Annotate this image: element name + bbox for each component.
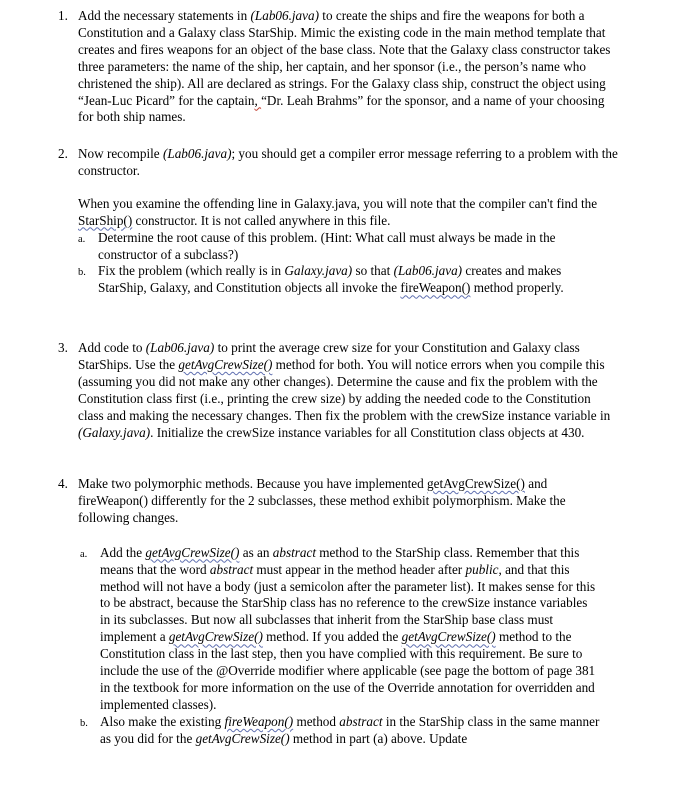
item-number: 4. <box>58 476 68 491</box>
text-run: getAvgCrewSize() <box>178 356 273 372</box>
text-run: and fireWeapon() differently for the 2 subclasses, these method exhibit polymorphism. Make the following changes. <box>78 476 566 525</box>
text-run: “Dr. Leah Brahms” for the sponsor, and a name of your choosing for both ship names. <box>78 92 605 125</box>
sub-item-b <box>80 713 600 748</box>
text-run: Make two polymorphic methods. Because you have implemented <box>78 476 428 491</box>
text-run: method for both. You will notice errors when you compile this (assuming you did not make any other changes). Determine the cause and fix the problem with the Constitution class first (i.e., printing the crew size) by adding the needed code to the Constitution class and making the necessary changes. Then fix the problem with the crewSize instance variable in <box>78 356 611 423</box>
text-run: Add the necessary statements in <box>78 8 251 23</box>
text-run: (Lab06.java) <box>162 146 232 161</box>
text-run: must appear in the method header after <box>253 561 466 577</box>
text-run: to create the ships and fire the weapons for both a Constitution and a Galaxy class StarShip. Mimic the existing code in the main method template that creates and fires weapons for an object of the base class. Note that the Galaxy class constructor takes three parameters: the name of the ship, her captain, and her sponsor (i.e., the person’s name who christened the ship). All are declared as strings. For the Galaxy class ship, construct the object using “Jean-Luc Picard” for the captain <box>78 8 611 108</box>
item-number: 1. <box>58 8 68 23</box>
text-run: constructor. It is not called anywhere in this file. <box>132 212 391 228</box>
item-text <box>78 8 618 126</box>
text-run: getAvgCrewSize() <box>427 476 525 491</box>
text-run: as an <box>239 544 273 560</box>
text-run: method in part (a) above. Update <box>289 730 468 746</box>
text-run: method to the StarShip class. Remember that this means that the word <box>100 544 580 577</box>
text-run: getAvgCrewSize() <box>401 629 496 645</box>
sub-item-a <box>78 229 608 264</box>
sub-item-letter: b. <box>78 267 86 279</box>
text-run: ; you should get a compiler error message referring to a problem with the constructor. <box>78 146 618 178</box>
text-run: method <box>293 713 340 729</box>
text-run: Fix the problem (which really is in <box>98 263 285 279</box>
text-run: StarShip() <box>78 212 133 228</box>
text-run: public <box>465 561 499 577</box>
text-run: getAvgCrewSize() <box>195 730 290 746</box>
text-run: (Lab06.java) <box>145 340 215 355</box>
text-run: Determine the root cause of this problem. (Hint: What call must always be made in the constructor of a subclass?) <box>98 229 556 262</box>
sub-item-letter: b. <box>80 717 88 729</box>
text-run: fireWeapon() <box>224 713 294 729</box>
text-run: method properly. <box>470 280 564 296</box>
sub-item-a <box>80 544 600 714</box>
item-body <box>78 476 618 748</box>
text-run: to print the average crew size for your Constitution and Galaxy class StarShips. Use the <box>78 340 580 372</box>
sub-item-text <box>100 545 600 714</box>
text-run: method to the Constitution class in the last step, then you have complied with this requirement. Be sure to include the use of the @Override modifier where applicable (see page the bottom of page 381 in the textbook for more information on the use of the Override annotation for overridden and implemented classes). <box>100 629 596 712</box>
text-run: so that <box>352 263 394 279</box>
text-run: (Galaxy.java) <box>78 424 151 440</box>
sub-item-text <box>98 263 608 297</box>
sub-item-b <box>78 263 608 297</box>
text-run: , and that this method will not have a body (just a semicolon after the parameter list). It makes sense for this to be abstract, because the StarShip class has no reference to the crewSize instance variables in its subclasses. But now all subclasses that inherit from the StarShip base class must implement a <box>100 561 596 645</box>
text-run: . Initialize the crewSize instance variables for all Constitution class objects at 430. <box>150 424 585 440</box>
text-run: getAvgCrewSize() <box>168 629 263 645</box>
text-run: Galaxy.java) <box>284 263 353 279</box>
sublist <box>78 545 600 748</box>
text-run: abstract <box>339 713 383 729</box>
item-number: 3. <box>58 340 68 355</box>
item-text <box>78 340 613 441</box>
text-run: Add the <box>100 544 146 560</box>
item-text <box>78 146 618 180</box>
sub-item-letter: a. <box>80 548 88 560</box>
text-run: Add code to <box>78 340 146 355</box>
text-run: When you examine the offending line in Galaxy.java, you will note that the compiler can't find the <box>78 195 598 211</box>
sublist <box>78 230 608 298</box>
text-run: (Lab06.java) <box>393 263 463 279</box>
text-run: , <box>254 92 262 108</box>
text-run: in the StarShip class in the same manner as you did for the <box>100 713 600 746</box>
item-number: 2. <box>58 146 68 161</box>
sub-item-letter: a. <box>78 233 86 245</box>
text-run: Also make the existing <box>100 713 225 729</box>
item-paragraph <box>78 196 618 230</box>
sub-item-text <box>100 714 600 748</box>
text-run: fireWeapon() <box>400 280 471 296</box>
text-run: abstract <box>272 544 316 560</box>
text-run: (Lab06.java) <box>250 8 319 23</box>
text-run: Now recompile <box>78 146 163 161</box>
item-body <box>78 146 618 297</box>
item-text <box>78 476 618 527</box>
text-run: abstract <box>209 561 254 577</box>
text-run: creates and makes StarShip, Galaxy, and Constitution objects all invoke the <box>98 263 562 296</box>
text-run: getAvgCrewSize() <box>145 544 240 560</box>
text-run: method. If you added the <box>262 629 402 645</box>
sub-item-text <box>98 230 608 264</box>
